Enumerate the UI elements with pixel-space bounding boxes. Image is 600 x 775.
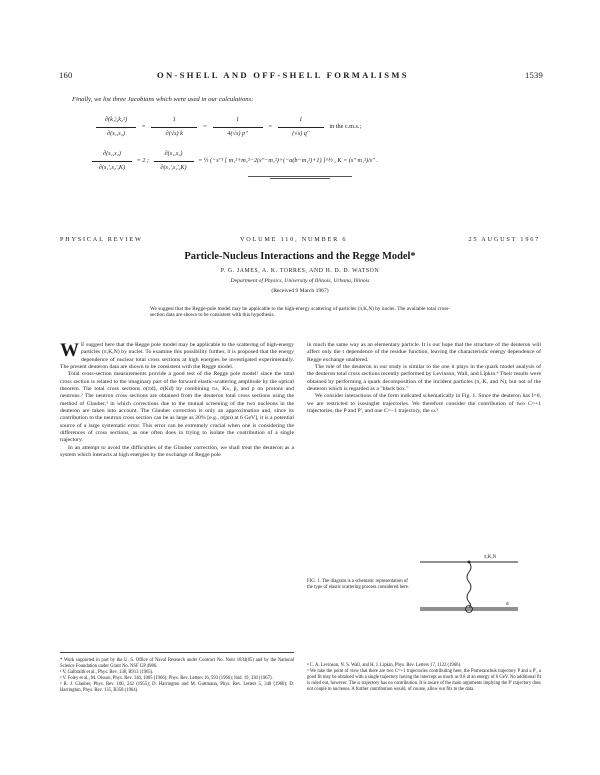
article-received-date: (Received 9 March 1967) (271, 288, 329, 294)
footnotes-right (307, 663, 541, 693)
footnote: ² V. Foley et al., M. Olsson, Phys. Rev. 146, 1005 (1966); Phys. Rev. Letters 16, 593 (1966); ibid. 19, 330 (1967). (60, 676, 273, 681)
drop-cap: W (60, 340, 79, 361)
article-affiliation: Department of Physics, University of Illinois, Urbana, Illinois (230, 278, 370, 284)
footnote: ⁴ C. A. Levinson, N. S. Wall, and H. J. Lipkin, Phys. Rev. Letters 17, 1122 (1966). (307, 663, 462, 668)
eq1-a-numerator: 1 (172, 116, 176, 123)
eq2-left-denominator: ∂(s₁',s₂',K) (98, 164, 126, 171)
article-title: Particle-Nucleus Interactions and the Regge Model* (184, 251, 416, 262)
footnote: ¹ V. Galbraith et al., Phys. Rev. 138, B913 (1965). (60, 670, 154, 675)
left-paragraph-3: In an attempt to avoid the difficulties of the Glauber correction, we shall treat the deuteron as a system which interacts at high energies by the exchange of Regge pole (60, 444, 294, 459)
label-bottom: d (506, 602, 509, 607)
eq1-b-fraction-bar (213, 127, 263, 128)
regge-exchange-line (467, 562, 471, 608)
right-paragraph-1: in much the same way as an elementary particle. It is our hope that the structure of the deuteron will affect only the t dependence of the residue function, leaving the characteristic energy dependence of Regge exchange unaltered. (307, 342, 541, 363)
running-title: ON-SHELL AND OFF-SHELL FORMALISMS (157, 70, 409, 80)
section-separator (248, 176, 352, 177)
journal-name: PHYSICAL REVIEW (60, 236, 143, 243)
right-column (307, 342, 541, 415)
eq1-a-fraction-bar (151, 127, 197, 128)
figure-1-diagram (414, 548, 524, 629)
eq1-b-denominator: 4(√s) p'' (227, 130, 248, 137)
right-paragraph-2: The role of the deuteron in our study is similar to the one it plays in the quark model analysis of the deuteron total cross sections recently performed by Levinson, Wall, and Lipkin.⁴ Their results were obtained by performing a quark decomposition of the incident particles (π, K, and N), but not of the deuteron which is regarded as a "black box." (307, 364, 541, 393)
eq1-c-numerator: 1 (299, 116, 303, 123)
right-paragraph-3: We consider interactions of the form indicated schematically in Fig. 1. Since the deuteron has I=0, we are restricted to isosinglet trajectories. We therefore consider the contribution of two C=+1 trajectories, the P and P′, and one C=−1 trajectory, the ω.⁵ (307, 393, 541, 415)
footnote: ³ R. J. Glauber, Phys. Rev. 100, 242 (1955); D. Harrington and M. Guttmann, Phys. Rev. Letters 5, 346 (1960); D. Harrington, Phys. Rev. 135, B358 (1964). (60, 682, 294, 693)
eq1-c-denominator: (√s) q'' (292, 130, 310, 137)
eq2-mid-numerator: ∂(s₁,s₂) (164, 150, 183, 157)
eq1-left-numerator: ∂(k₁|,k₂²) (104, 116, 128, 123)
footnotes-left (60, 658, 294, 694)
eq1-a-denominator: ∂(√s) k (165, 130, 183, 137)
article-abstract: We suggest that the Regge-pole model may be applicable to the high-energy scattering of particles (π,K,N) by nuclei. The available total cross-section data are shown to be consistent with this hypothesis. (150, 306, 450, 319)
bottom-vertex-blob (466, 606, 473, 613)
eq1-left-fraction-bar (96, 127, 136, 128)
left-column (60, 342, 294, 460)
eq2-tail: = ½ (−s''¹ [ m₁²+m₂²−2(s''−m₂²)+(−a(b−m₁²)+1) ]^½ , K = (s'' m₁²)/s'' . (198, 157, 378, 164)
footnote: ⁵ We take the point of view that there are two C=+1 trajectories contributing here, the Pomeranchuk trajectory P and a P′, a good fit may be obtained with a single trajectory having the intercept as much as 0.8 at an energy of 6 GeV. No additional fit is ruled out, however. The ω trajectory has no contribution. It is aware of the main arguments implying the P′ trajectory does not couple to nucleons. A further contribution would, of course, allow our fits to the data. (307, 669, 541, 692)
eq1-b-numerator: 1 (236, 116, 240, 123)
eq2-left-fraction-bar (92, 161, 132, 162)
left-paragraph-1: E suggest here that the Regge pole model may be applicable to the scattering of high-energy particles (π,K,N) by nuclei. To examine this possibility further, it is proposed that the energy dependence of nuclear total cross sections at high energies be investigated experimentally. The present deuteron data are shown to be consistent with the Regge model. (60, 342, 294, 371)
top-vertex (468, 561, 471, 564)
footnote-rule (60, 652, 294, 653)
equation-2 (92, 150, 378, 171)
journal-date: 25 AUGUST 1967 (468, 236, 540, 243)
journal-volume: VOLUME 110, NUMBER 6 (240, 236, 348, 243)
page-right-number: 1539 (525, 70, 543, 80)
page-number: 160 (59, 70, 73, 80)
eq2-equals: = 2 ; (136, 157, 149, 164)
eq2-mid-denominator: ∂(s₁',s₂',K) (160, 164, 187, 171)
eq1-left-denominator: ∂(s₁,s₂) (107, 130, 125, 137)
eq2-mid-fraction-bar (154, 161, 194, 162)
exchange-diagram-svg (414, 548, 524, 624)
footnote: * Work supported in part by the U. S. Office of Naval Research under Contract No. Nonr 1834(05) and by the National Science Foundation under Grant No. NSF GP 4986. (60, 658, 294, 669)
eq1-c-fraction-bar (278, 127, 324, 128)
label-top: π,K,N (484, 555, 497, 560)
eq2-left-numerator: ∂(s₁,s₂) (103, 150, 121, 157)
left-paragraph-2: Total cross-section measurements provide a good test of the Regge pole model¹ since the total cross section is related to the imaginary part of the forward elastic-scattering amplitude by the optical theorem. The total cross sections σ(πd), σ(Kd) by combining π±, K±, p̄, and p on protons and neutrons.² The neutron cross sections are obtained from the deuteron total cross sections using the method of Glauber,³ in which corrections due to the mutual screening of the two nucleons in the deuteron are taken into account. The Glauber correction is only an approximation and, since its contribution to the neutron cross section can be as large as 20% [e.g., σ(pn) at 6 GeV], it is a potential source of a large systematic error. This error can be extremely crucial when one is considering the differences of cross sections, as one often does in trying to isolate the contribution of a single trajectory. (60, 371, 294, 444)
section-separator-short (270, 178, 330, 179)
figure-caption: FIG. 1. The diagram is a schematic representation of the type of elastic scattering process considered here. (307, 579, 410, 590)
eq1-tail: in the c.m.s.; (329, 123, 362, 130)
equations-intro: Finally, we list three Jacobians which were used in our calculations: (72, 96, 254, 103)
article-authors: P. G. JAMES, A. K. TORRES, AND H. D. D. WATSON (220, 268, 380, 274)
equation-1: $\frac{\text{∂(k₁|,k₂²)}}{\text{∂(s₁,s₂)}} = \frac{1}{\partial(√s) k} = \frac{1}{4(√s) p''} = \frac{1}{(√s) q''}$ in the c.m.s.; (96, 116, 361, 137)
